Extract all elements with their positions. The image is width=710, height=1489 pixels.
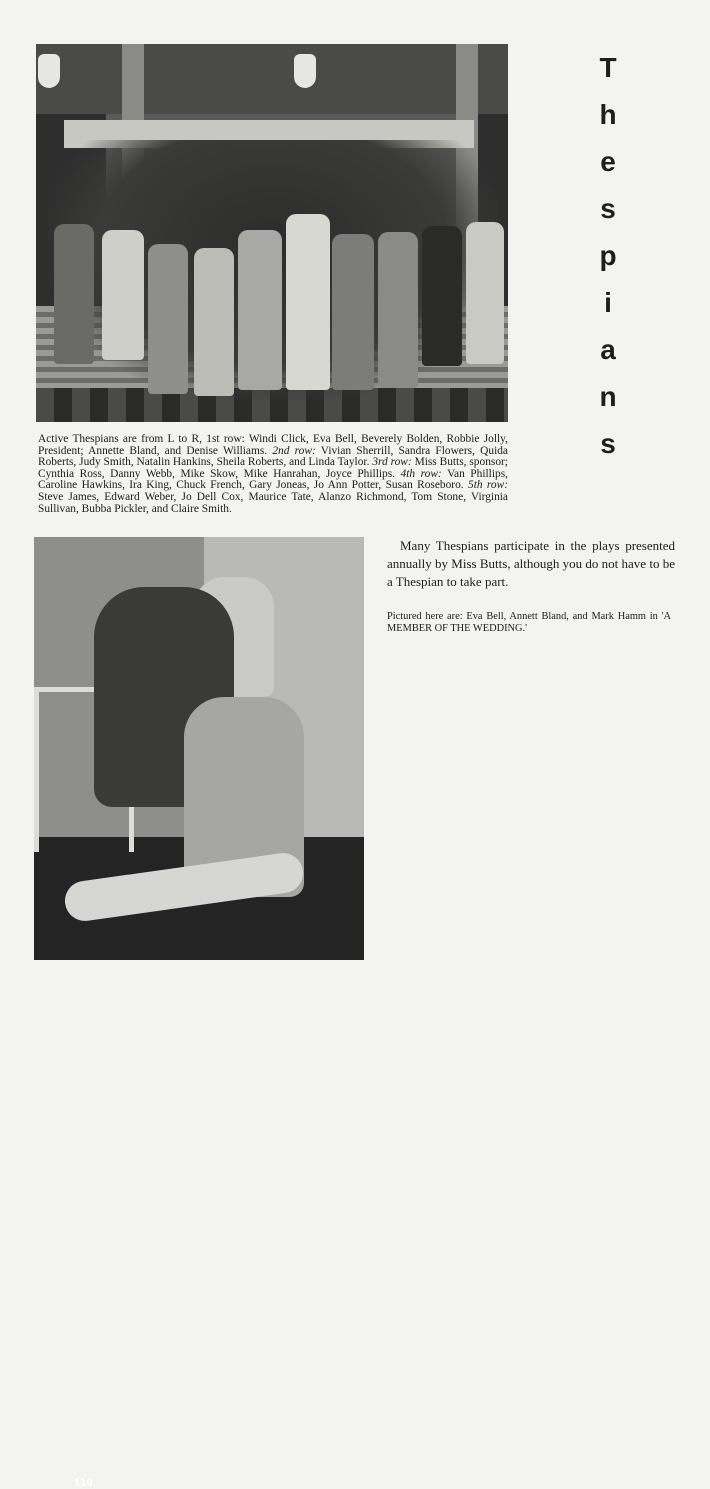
caption-row5-label: 5th row: — [468, 479, 508, 492]
title-letter: e — [600, 146, 616, 177]
group-photo — [36, 44, 508, 422]
page-number: 110 — [74, 1477, 94, 1489]
photo-person — [148, 244, 188, 394]
photo-person — [238, 230, 282, 390]
title-letter: p — [599, 240, 617, 271]
caption-row4: Van Phillips, Caroline Hawkins, Ira King, Chuck French, Gary Joneas, Jo Ann Potter, Susan Roseboro. — [38, 467, 508, 492]
title-letter: s — [600, 428, 616, 459]
title-letter: i — [604, 287, 612, 318]
photo-ceiling — [36, 44, 508, 114]
title-letter: T — [599, 52, 617, 83]
title-letter: s — [600, 193, 616, 224]
photo-person — [54, 224, 94, 364]
photo-person — [378, 232, 418, 388]
title-letter: a — [600, 334, 616, 365]
page-title — [590, 44, 626, 467]
caption-row4-label: 4th row: — [400, 467, 442, 480]
photo-person — [332, 234, 374, 390]
play-photo — [34, 537, 364, 1489]
caption-row3: Miss Butts, sponsor; Cynthia Ross, Danny Webb, Mike Skow, Mike Hanrahan, Joyce Phillips. — [38, 456, 508, 480]
caption-row2: Vivian Sherrill, Sandra Flowers, Quida Roberts, Judy Smith, Natalin Hankins, Sheila Roberts, and Linda Taylor. — [38, 444, 508, 469]
caption-row2-label: 2nd row: — [272, 444, 316, 457]
caption-row3-label: 3rd row: — [372, 456, 412, 469]
play-photo-caption: Pictured here are: Eva Bell, Annett Bland, and Mark Hamm in 'A MEMBER OF THE WEDDING.' — [387, 611, 671, 634]
caption-intro: Active Thespians are from L to R, 1st row: Windi Click, Eva Bell, Beverely Bolden, Robbie Jolly, President; Annette Bland, and Denise Williams. — [38, 433, 508, 457]
hanging-lamp-left — [38, 54, 60, 88]
caption-row5: Steve James, Edward Weber, Jo Dell Cox, Maurice Tate, Alanzo Richmond, Tom Stone, Virginia Sullivan, Bubba Pickler, and Claire Smith. — [38, 490, 508, 515]
photo-person — [286, 214, 330, 390]
play-description: Many Thespians participate in the plays presented annually by Miss Butts, although you do not have to be a Thespian to take part. — [387, 538, 675, 589]
group-photo-caption — [38, 434, 508, 515]
title-letter: n — [599, 381, 617, 412]
title-letter: h — [599, 99, 617, 130]
photo-person — [102, 230, 144, 360]
photo-person — [194, 248, 234, 396]
hanging-lamp-center — [294, 54, 316, 88]
photo-person — [422, 226, 462, 366]
photo-person — [466, 222, 504, 364]
